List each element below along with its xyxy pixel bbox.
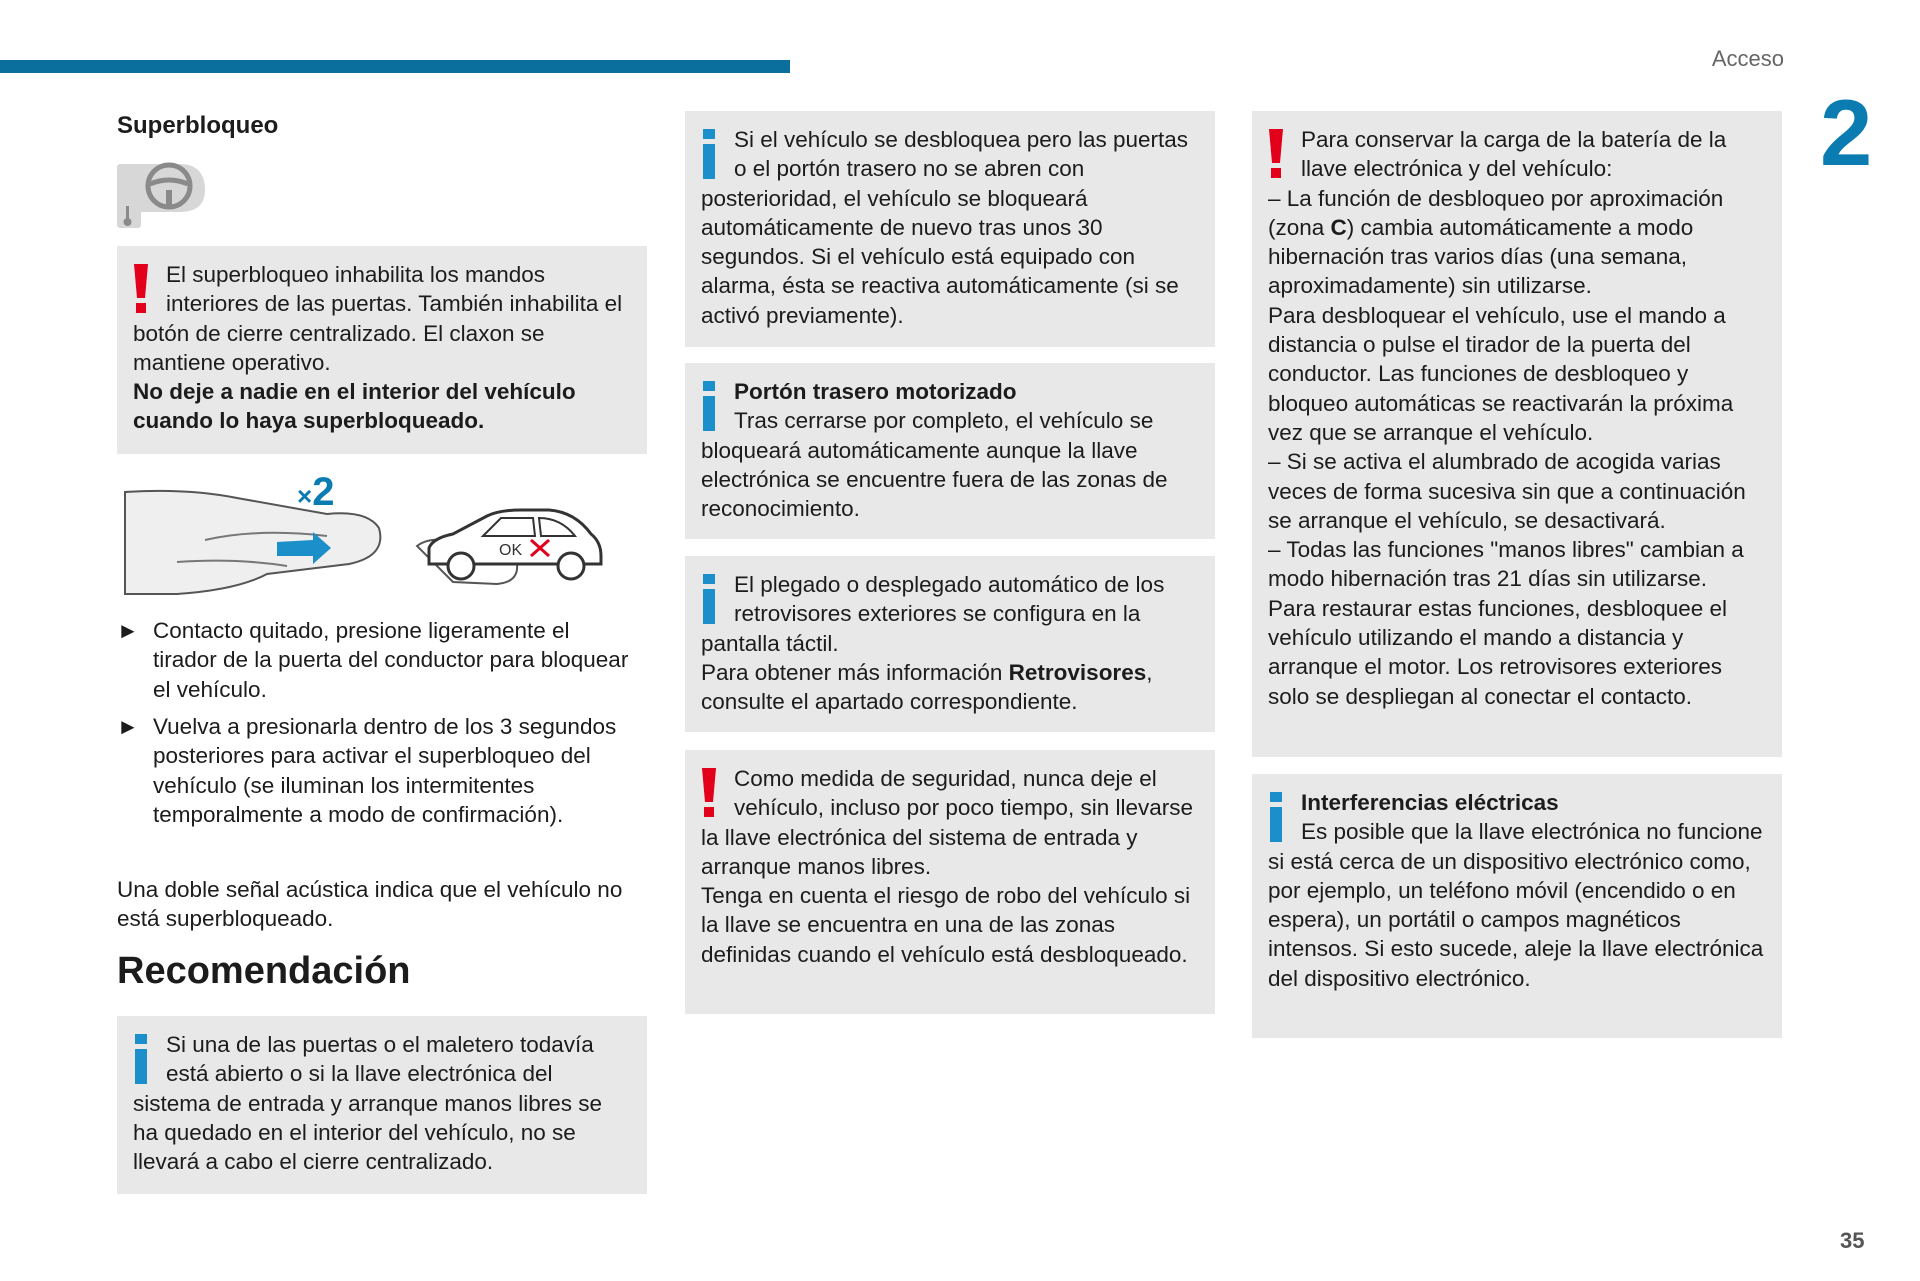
warning-box-seguridad [685,750,1215,1014]
info-icon [701,125,734,181]
ok-label: OK [499,542,523,559]
info-icon [1268,788,1301,844]
warning-box-bateria [1252,111,1782,757]
section-title: Acceso [1711,46,1784,71]
warning-text: El superbloqueo inhabilita los mandos interiores de las puertas. También inhabilita el botón de cierre centralizado. El claxon se mantiene operativo. [133,262,623,375]
note-text: Una doble señal acústica indica que el vehículo no está superbloqueado. [117,877,623,932]
warning-box-superbloqueo [117,246,647,454]
info-icon [701,377,734,433]
bullet-item: ► Contacto quitado, presione ligeramente el tirador de la puerta del conductor para bloquear el vehículo. [117,618,629,702]
info-icon [133,1030,166,1086]
warning-text-more: Tenga en cuenta el riesgo de robo del vehículo si la llave se encuentra en una de las zonas definidas cuando el vehículo está desbloqueado. [701,883,1191,967]
info-text-more: Para obtener más información Retrovisores, consulte el apartado correspondiente. [701,659,1153,715]
steering-lock-icon [117,160,207,232]
warning-item: Para restaurar estas funciones, desbloquee el vehículo utilizando el mando a distancia y arranque el motor. Los retrovisores exteriores solo se despliegan al conectar el contacto. [1268,595,1728,709]
warning-icon [701,764,734,820]
warning-bold-text: No deje a nadie en el interior del vehículo cuando lo haya superbloqueado. [133,379,576,434]
info-box-cierre [117,1016,647,1194]
warning-text: Como medida de seguridad, nunca deje el vehículo, incluso por poco tiempo, sin llevarse la llave electrónica del sistema de entrada y arranque manos libres. [701,766,1193,879]
info-text: Es posible que la llave electrónica no funcione si está cerca de un dispositivo electrónico como, por ejemplo, un teléfono móvil (encendido o en espera), un portátil o campos magnéticos intensos. Si esto sucede, aleje la llave electrónica del dispositivo electrónico. [1268,819,1764,991]
page-number: 35 [1840,1228,1865,1253]
bullet-item: ► Vuelva a presionarla dentro de los 3 segundos posteriores para activar el superbloqueo del vehículo (se iluminan los intermitentes temporalmente a modo de confirmación). [117,714,617,827]
header-accent-bar [0,60,790,73]
info-text: Tras cerrarse por completo, el vehículo se bloqueará automáticamente aunque la llave electrónica se encuentre fuera de las zonas de reconocimiento. [701,408,1168,522]
warning-intro: Para conservar la carga de la batería de la llave electrónica y del vehículo: [1301,127,1727,182]
bullet-arrow-icon: ► [117,618,139,643]
info-text: Si una de las puertas o el maletero todavía está abierto o si la llave electrónica del sistema de entrada y arranque manos libres se ha quedado en el interior del vehículo, no se llevará a cabo el cierre centralizado. [133,1032,602,1175]
warning-item: – La función de desbloqueo por aproximación (zona C) cambia automáticamente a modo hibernación tras varios días (una semana, aproximadamente) sin utilizarse. [1268,185,1724,299]
chapter-number: 2 [1820,80,1873,185]
warning-item: – Todas las funciones "manos libres" cambian a modo hibernación tras 21 días sin utilizarse. [1268,537,1744,592]
info-icon [701,570,734,626]
info-box-desbloqueo [685,111,1215,347]
heading-superbloqueo: Superbloqueo [117,112,279,139]
info-title: Interferencias eléctricas [1301,790,1559,815]
warning-icon [133,260,166,316]
info-box-interferencias [1252,774,1782,1038]
warning-item: Para desbloquear el vehículo, use el mando a distancia o pulse el tirador de la puerta del conductor. Las funciones de desbloqueo y bloqueo automáticas se reactivarán la próxima vez que se arranque el vehículo. [1268,302,1734,445]
warning-icon [1268,125,1301,181]
info-box-retrovisores [685,556,1215,732]
heading-recomendacion: Recomendación [117,950,411,992]
info-text: El plegado o desplegado automático de los retrovisores exteriores se configura en la pantalla táctil. [701,572,1165,656]
bullet-arrow-icon: ► [117,714,139,739]
info-box-porton [685,363,1215,539]
info-title: Portón trasero motorizado [734,379,1017,404]
press-count-label: ×2 [297,470,335,514]
warning-item: – Si se activa el alumbrado de acogida varias veces de forma sucesiva sin que a continuación se arranque el vehículo, se desactivará. [1268,449,1746,533]
info-text: Si el vehículo se desbloquea pero las puertas o el portón trasero no se abren con posterioridad, el vehículo se bloqueará automáticamente de nuevo tras unos 30 segundos. Si el vehículo está equipado con alarma, ésta se reactiva automáticamente (si se activó previamente). [701,127,1189,328]
